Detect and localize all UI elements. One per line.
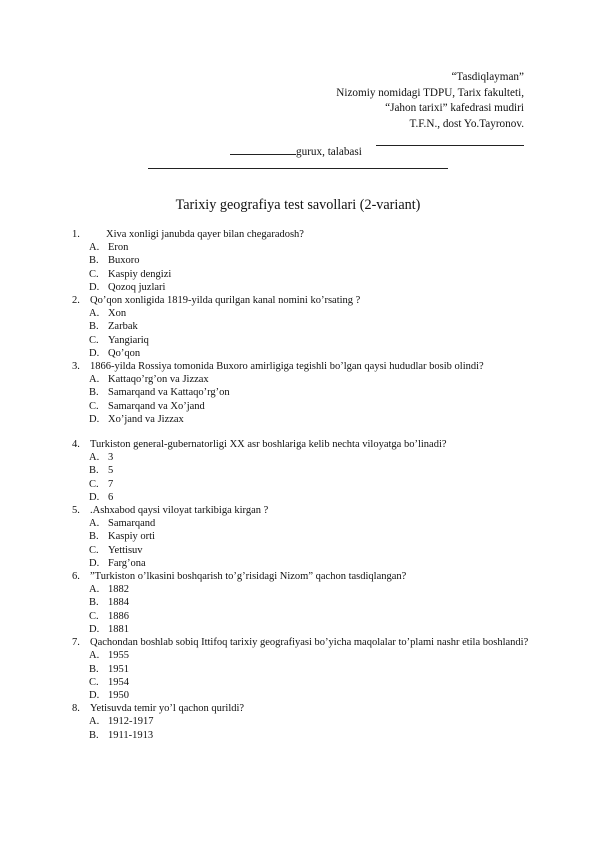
option-text: Samarqand va Kattaqo’rg’on [108, 387, 230, 399]
option-text: 1950 [108, 689, 129, 701]
option-label: A. [89, 242, 100, 254]
option-text: Qozoq juzlari [108, 281, 166, 293]
approval-line: T.F.N., dost Yo.Tayronov. [409, 117, 524, 130]
question-number: 5. [72, 505, 80, 517]
option-label: B. [89, 255, 99, 267]
option-a [72, 715, 532, 728]
question-text: Yetisuvda temir yo’l qachon qurildi? [90, 703, 245, 715]
option-text: 3 [108, 452, 114, 464]
option-text: 1951 [108, 663, 129, 675]
option-b [72, 530, 532, 543]
option-text: 1912-1917 [108, 716, 154, 728]
option-text: 7 [108, 478, 114, 490]
option-a [72, 583, 532, 596]
option-text: 1881 [108, 623, 129, 635]
question-2 [72, 294, 532, 360]
option-text: Eron [108, 242, 129, 254]
question-text: Qachondan boshlab sobiq Ittifoq tarixiy geografiyasi bo’yicha maqolalar to’plami nashr etila boshlandi? [90, 637, 529, 649]
option-text: Qo’qon [108, 347, 141, 359]
option-label: B. [89, 321, 99, 333]
option-text: Kaspiy dengizi [108, 268, 172, 280]
option-a [72, 451, 532, 464]
options-list [72, 241, 532, 294]
option-text: Kattaqo’rg’on va Jizzax [108, 374, 209, 386]
options-list [72, 583, 532, 636]
option-label: C. [89, 334, 99, 346]
question-7 [72, 636, 532, 702]
options-list [72, 715, 532, 741]
option-c [72, 544, 532, 557]
page-title: Tarixiy geografiya test savollari (2-variant) [175, 197, 421, 213]
signature-line [376, 145, 524, 146]
question-8 [72, 702, 532, 742]
option-d [72, 557, 532, 570]
option-text: 1955 [108, 650, 129, 662]
option-text: Kaspiy orti [108, 531, 155, 543]
option-text: 1884 [108, 597, 129, 609]
option-label: B. [89, 465, 99, 477]
question-number: 1. [72, 229, 80, 240]
option-c [72, 676, 532, 689]
option-text: Xon [108, 308, 127, 320]
option-a [72, 241, 532, 254]
question-number: 7. [72, 637, 80, 649]
option-c [72, 268, 532, 281]
option-label: B. [89, 663, 99, 675]
option-a [72, 649, 532, 662]
option-d [72, 281, 532, 294]
question-number: 8. [72, 703, 80, 715]
option-text: Yangiariq [108, 334, 149, 346]
option-text: Zarbak [108, 321, 138, 333]
option-label: C. [89, 676, 99, 688]
option-a [72, 517, 532, 530]
options-list [72, 649, 532, 702]
group-blank [230, 143, 296, 155]
option-c [72, 478, 532, 491]
option-text: 5 [108, 465, 114, 477]
option-label: B. [89, 597, 99, 609]
option-label: D. [89, 413, 100, 425]
option-b [72, 596, 532, 609]
option-b [72, 464, 532, 477]
question-number: 4. [72, 439, 80, 451]
option-c [72, 334, 532, 347]
option-label: A. [89, 716, 100, 728]
option-text: Xo’jand va Jizzax [108, 413, 184, 425]
question-text: Xiva xonligi janubda qayer bilan chegaradosh? [106, 229, 304, 240]
options-list [72, 307, 532, 360]
option-text: 1954 [108, 676, 129, 688]
option-label: C. [89, 268, 99, 280]
option-a [72, 307, 532, 320]
option-label: B. [89, 531, 99, 543]
options-list [72, 517, 532, 570]
option-b [72, 729, 532, 742]
option-label: D. [89, 623, 100, 635]
option-d [72, 347, 532, 360]
question-text: Qo’qon xonligida 1819-yilda qurilgan kanal nomini ko’rsating ? [90, 295, 361, 307]
option-b [72, 663, 532, 676]
option-d [72, 413, 532, 426]
approval-line: Nizomiy nomidagi TDPU, Tarix fakulteti, [336, 86, 524, 99]
option-label: A. [89, 650, 100, 662]
option-label: D. [89, 347, 100, 359]
group-student-line [230, 143, 362, 158]
option-d [72, 491, 532, 504]
options-list [72, 451, 532, 504]
option-text: Farg’ona [108, 557, 146, 569]
option-label: A. [89, 374, 100, 386]
option-text: Buxoro [108, 255, 140, 267]
option-b [72, 320, 532, 333]
question-text: ”Turkiston o’lkasini boshqarish to’g’risidagi Nizom” qachon tasdiqlangan? [90, 571, 407, 583]
option-label: B. [89, 387, 99, 399]
option-label: D. [89, 491, 100, 503]
option-label: A. [89, 452, 100, 464]
question-3 [72, 360, 532, 426]
question-1 [72, 228, 532, 294]
name-rule [148, 168, 448, 169]
group-label: gurux, talabasi [296, 146, 362, 158]
option-a [72, 373, 532, 386]
approval-block [336, 70, 524, 146]
option-text: Samarqand va Xo’jand [108, 400, 205, 412]
option-label: C. [89, 544, 99, 556]
option-label: C. [89, 610, 99, 622]
question-text: .Ashxabod qaysi viloyat tarkibiga kirgan ? [90, 505, 269, 517]
option-label: A. [89, 308, 100, 320]
option-label: B. [89, 729, 99, 741]
option-label: D. [89, 689, 100, 701]
question-list [72, 228, 532, 742]
option-label: D. [89, 557, 100, 569]
options-list [72, 373, 532, 426]
question-text: Turkiston general-gubernatorligi XX asr boshlariga kelib nechta viloyatga bo’linadi? [90, 439, 447, 451]
question-6 [72, 570, 532, 636]
option-text: Yettisuv [108, 544, 143, 556]
option-text: 1911-1913 [108, 729, 154, 741]
question-4 [72, 438, 532, 504]
approval-line: “Jahon tarixi” kafedrasi mudiri [385, 102, 524, 115]
option-b [72, 386, 532, 399]
option-text: 6 [108, 491, 114, 503]
option-label: C. [89, 400, 99, 412]
option-label: A. [89, 518, 100, 530]
option-label: A. [89, 584, 100, 596]
question-number: 3. [72, 361, 80, 373]
option-label: D. [89, 281, 100, 293]
option-b [72, 254, 532, 267]
option-text: 1882 [108, 584, 129, 596]
approval-line: “Tasdiqlayman” [451, 71, 524, 83]
option-c [72, 610, 532, 623]
question-number: 2. [72, 295, 80, 307]
option-text: 1886 [108, 610, 129, 622]
question-number: 6. [72, 571, 80, 583]
option-c [72, 400, 532, 413]
question-text: 1866-yilda Rossiya tomonida Buxoro amirligiga tegishli bo’lgan qaysi hududlar bosib olindi? [90, 361, 484, 373]
option-d [72, 623, 532, 636]
option-text: Samarqand [108, 518, 156, 530]
question-5 [72, 504, 532, 570]
option-d [72, 689, 532, 702]
option-label: C. [89, 478, 99, 490]
